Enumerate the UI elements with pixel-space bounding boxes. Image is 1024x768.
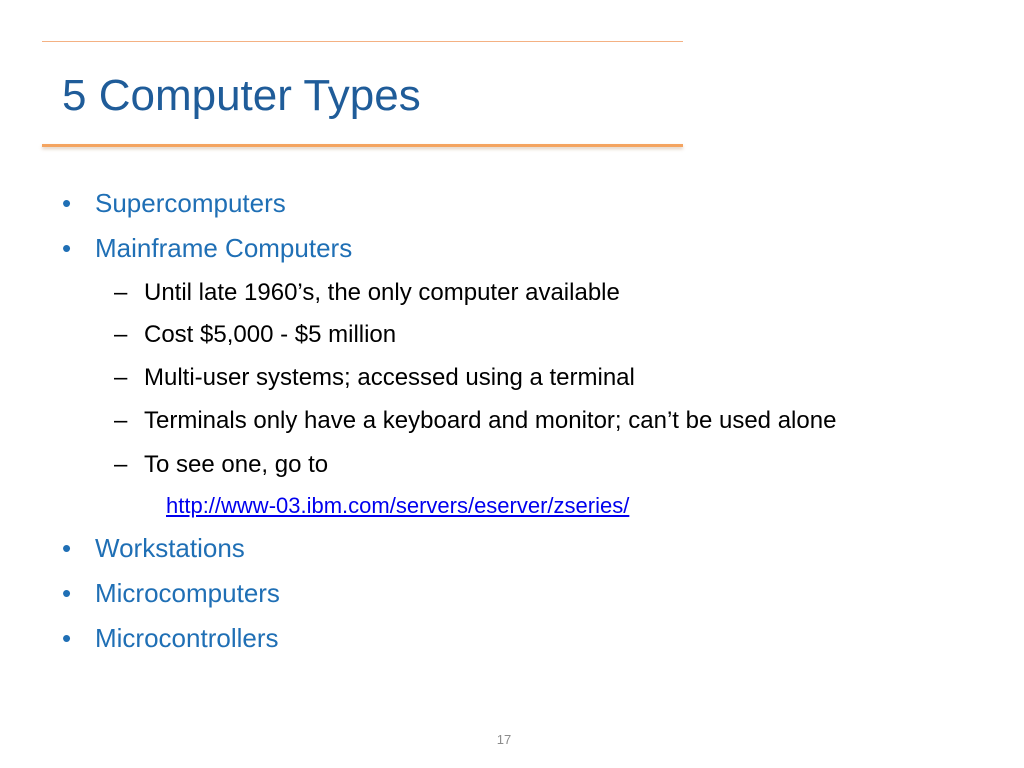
bullet-icon: •	[62, 578, 72, 608]
bullet-icon: •	[62, 533, 72, 563]
bullet-icon: •	[62, 233, 72, 263]
sub-item-label: Cost $5,000 - $5 million	[144, 321, 397, 348]
dash-icon: –	[114, 321, 128, 348]
list-item-label: Workstations	[95, 533, 245, 563]
slide-title: 5 Computer Types	[62, 71, 421, 120]
sub-item-label: To see one, go to	[144, 451, 329, 478]
list-item-label: Supercomputers	[95, 188, 286, 218]
dash-icon: –	[114, 364, 128, 391]
dash-icon: –	[114, 279, 128, 306]
sub-item-label: Terminals only have a keyboard and monitor; can’t be used alone	[144, 407, 837, 434]
ibm-zseries-link[interactable]: http://www-03.ibm.com/servers/eserver/zseries/	[166, 493, 630, 518]
dash-icon: –	[114, 451, 128, 478]
sub-item-label: Multi-user systems; accessed using a terminal	[144, 364, 635, 391]
bullet-icon: •	[62, 623, 72, 653]
dash-icon: –	[114, 407, 128, 434]
page-number: 17	[496, 732, 512, 747]
list-item-label: Mainframe Computers	[95, 233, 353, 263]
bullet-icon: •	[62, 188, 72, 218]
sub-item-label: Until late 1960’s, the only computer available	[144, 279, 620, 306]
list-item-label: Microcomputers	[95, 578, 280, 608]
list-item-label: Microcontrollers	[95, 623, 279, 653]
